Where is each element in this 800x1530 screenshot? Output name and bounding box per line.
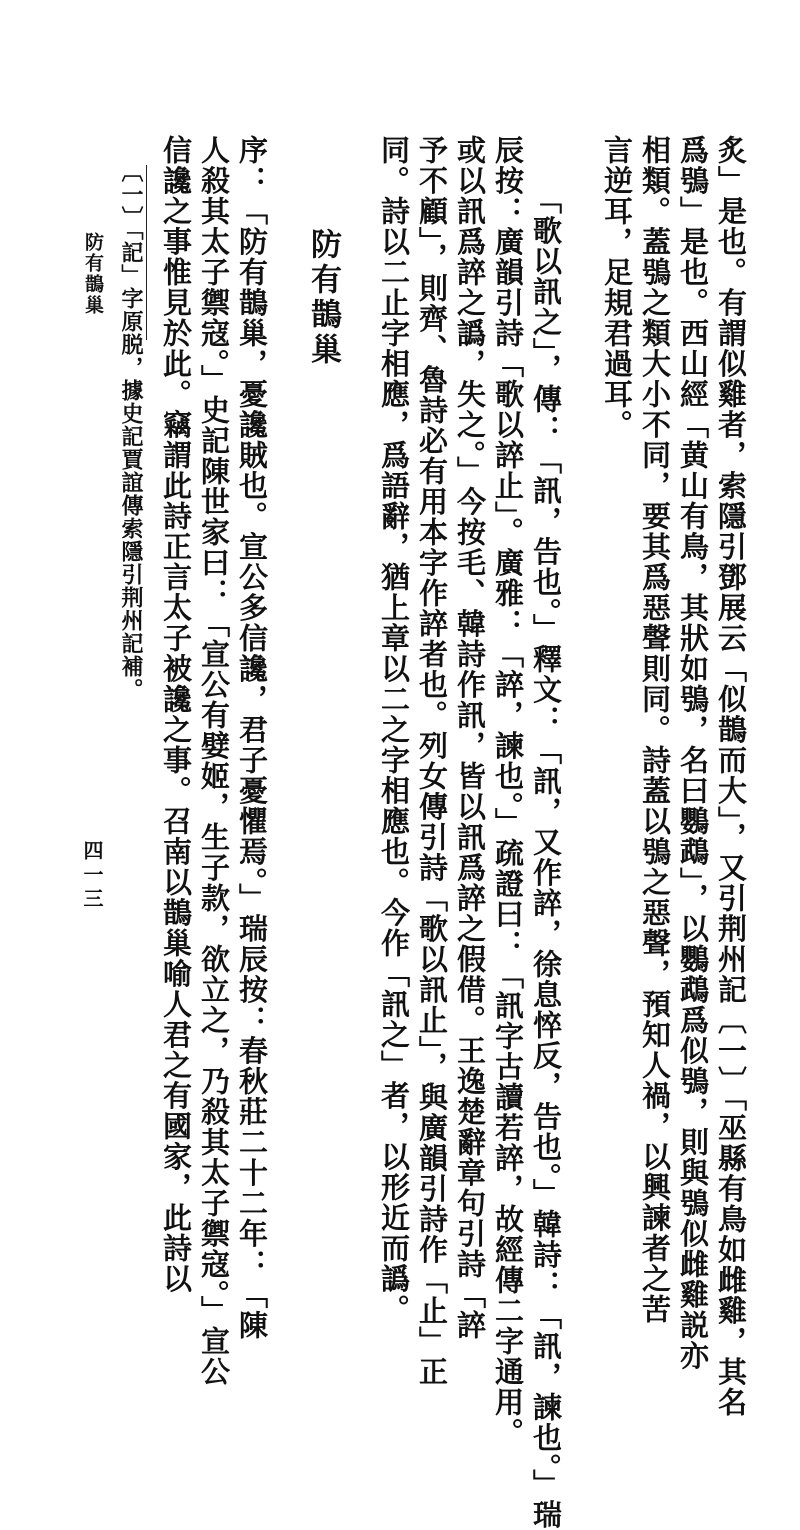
footnote: 〔一〕「記」字原脱，據史記賈誼傳索隱引荆州記補。 xyxy=(118,160,144,701)
page-number: 四一三 xyxy=(80,840,104,912)
footnote-rule xyxy=(146,165,147,340)
text-column: 言逆耳，足規君過耳。 xyxy=(600,135,634,440)
text-column: 爲鴞」是也。西山經「黄山有鳥，其狀如鴞，名曰鸚鵡」，以鸚鵡爲似鴞，則與鴞似雌雞説亦 xyxy=(676,135,710,1371)
text-column: 信讒之事惟見於此。竊謂此詩正言太子被讒之事。召南以鵲巢喻人君之有國家，此詩以 xyxy=(159,135,193,1294)
running-head: 防有鵲巢 xyxy=(82,232,104,316)
text-column: 或以訊爲誶之譌，失之。」今按毛、韓詩作訊，皆以訊爲誶之假借。王逸楚辭章句引詩「誶 xyxy=(453,135,487,1341)
text-column: 人殺其太子禦寇。」史記陳世家曰：「宣公有嬖姬，生子款，欲立之，乃殺其太子禦寇。」宣公 xyxy=(197,135,231,1387)
text-column: 辰按：廣韻引詩「歌以誶止」。廣雅：「誶，諫也。」疏證曰：「訊字古讀若誶，故經傳二字通用。 xyxy=(491,135,525,1448)
text-column: 「歌以訊之」，傳：「訊，告也。」釋文：「訊，又作誶，徐息悴反，告也。」韓詩：「訊，諫也。」瑞 xyxy=(529,185,563,1530)
text-column: 炙」是也。有謂似雞者，索隱引鄧展云「似鵲而大」，又引荆州記〔一〕「巫縣有鳥如雌雞，其名 xyxy=(714,135,748,1418)
text-column: 同。詩以二止字相應，爲語辭，猶上章以二之字相應也。今作「訊之」者，以形近而譌。 xyxy=(377,135,411,1325)
text-column: 序：「防有鵲巢，憂讒賊也。宣公多信讒，君子憂懼焉。」瑞辰按：春秋莊二十二年：「陳 xyxy=(235,135,269,1341)
text-column: 予不顧」，則齊、魯詩必有用本字作誶者也。列女傳引詩「歌以訊止」，與廣韻引詩作「止」正 xyxy=(415,135,449,1387)
section-title: 防有鵲巢 xyxy=(305,228,341,368)
text-column: 相類。蓋鴞之類大小不同，要其爲惡聲則同。詩蓋以鴞之惡聲，預知人禍，以興諫者之苦 xyxy=(638,135,672,1325)
